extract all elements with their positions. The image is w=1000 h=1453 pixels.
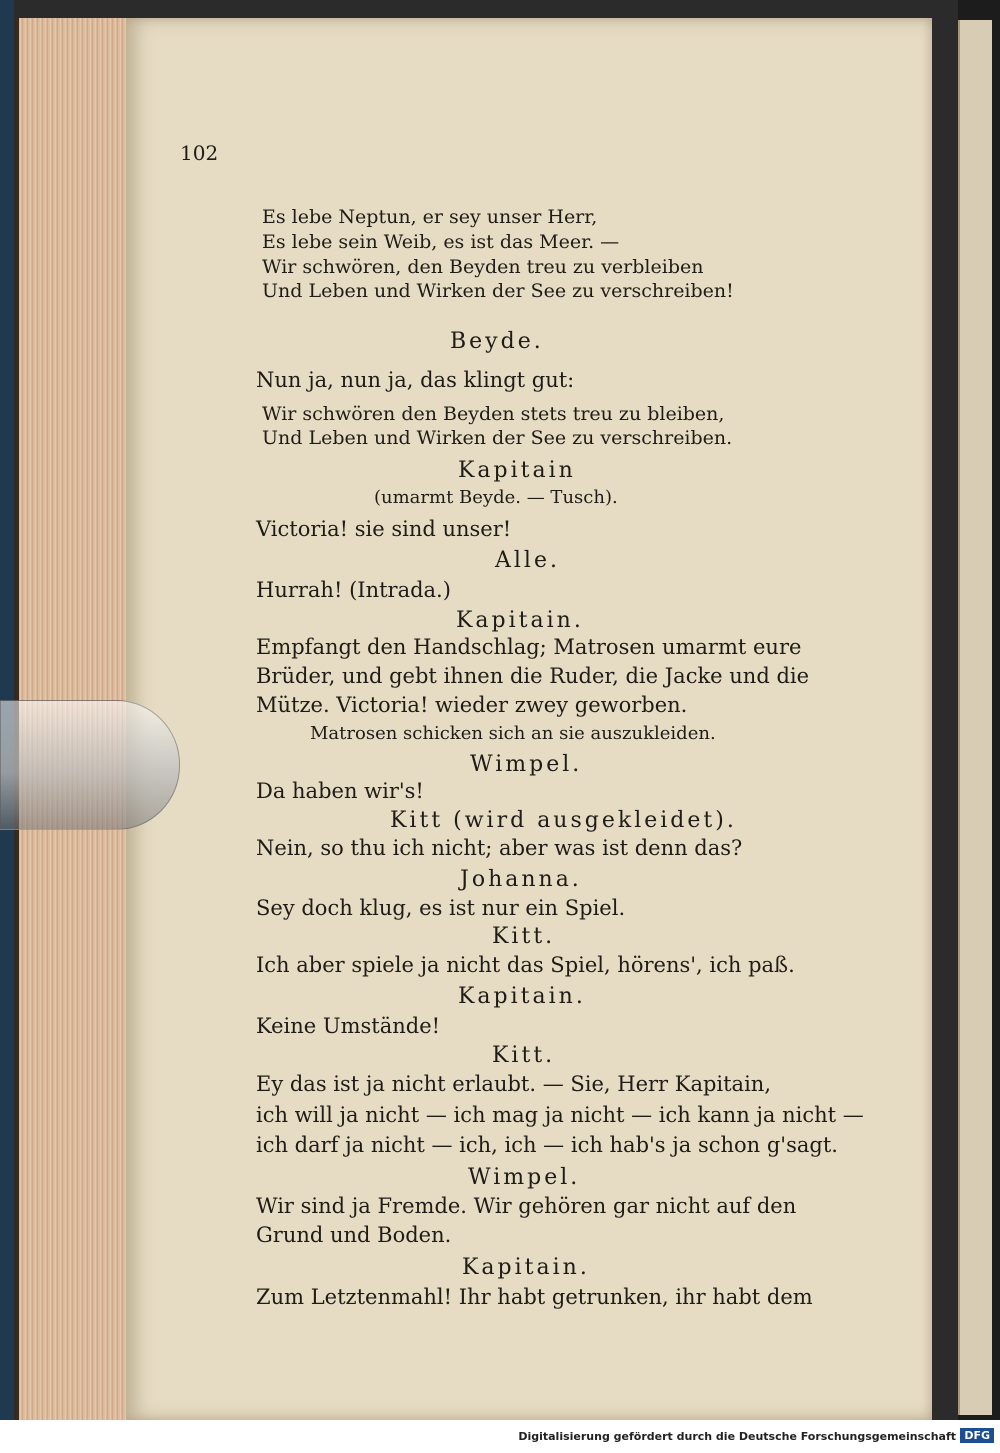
speaker-name: Kapitain. — [456, 608, 584, 633]
dialogue-line: Hurrah! (Intrada.) — [256, 578, 451, 602]
footer-bar — [0, 1420, 1000, 1453]
speaker-name: Kapitain — [458, 458, 576, 483]
verse-line: Es lebe sein Weib, es ist das Meer. — — [262, 231, 620, 253]
prose-line: Brüder, und gebt ihnen die Ruder, die Jacke und die — [256, 664, 810, 688]
dfg-logo: DFG — [960, 1428, 994, 1443]
speaker-name: Kapitain. — [458, 984, 586, 1009]
dialogue-line: Victoria! sie sind unser! — [256, 517, 512, 541]
dialogue-line: Ich aber spiele ja nicht das Spiel, hörens', ich paß. — [256, 953, 795, 977]
next-page-edge — [958, 20, 992, 1415]
speaker-name: Wimpel. — [468, 1165, 581, 1190]
prose-line: Wir sind ja Fremde. Wir gehören gar nicht auf den — [256, 1194, 797, 1218]
stage-direction: Matrosen schicken sich an sie auszukleiden. — [310, 723, 716, 744]
prose-line: ich will ja nicht — ich mag ja nicht — ich kann ja nicht — — [256, 1103, 864, 1127]
verse-line: Und Leben und Wirken der See zu verschreiben! — [262, 280, 734, 302]
page-holder-clip — [0, 700, 180, 830]
speaker-name: Kitt. — [492, 924, 556, 949]
dialogue-line: Da haben wir's! — [256, 779, 424, 803]
speaker-name: Kitt (wird ausgekleidet). — [390, 808, 737, 833]
verse-line: Wir schwören, den Beyden treu zu verbleiben — [262, 256, 704, 278]
funding-credit: Digitalisierung gefördert durch die Deutsche Forschungsgemeinschaft — [518, 1430, 956, 1443]
verse-line: Wir schwören den Beyden stets treu zu bleiben, — [262, 403, 725, 425]
dialogue-line: Nun ja, nun ja, das klingt gut: — [256, 368, 575, 392]
dialogue-line: Keine Umstände! — [256, 1014, 441, 1038]
prose-line: Ey das ist ja nicht erlaubt. — Sie, Herr Kapitain, — [256, 1072, 771, 1096]
dialogue-line: Nein, so thu ich nicht; aber was ist denn das? — [256, 836, 743, 860]
verse-line: Es lebe Neptun, er sey unser Herr, — [262, 206, 598, 228]
prose-line: Mütze. Victoria! wieder zwey geworben. — [256, 693, 688, 717]
prose-line: Empfangt den Handschlag; Matrosen umarmt eure — [256, 635, 802, 659]
speaker-name: Johanna. — [460, 867, 582, 892]
speaker-name: Kapitain. — [462, 1255, 590, 1280]
verse-line: Und Leben und Wirken der See zu verschreiben. — [262, 427, 733, 449]
prose-line: Grund und Boden. — [256, 1223, 452, 1247]
prose-line: ich darf ja nicht — ich, ich — ich hab's ja schon g'sagt. — [256, 1133, 838, 1157]
speaker-name: Beyde. — [450, 329, 544, 354]
speaker-name: Wimpel. — [470, 752, 583, 777]
stage-direction: (umarmt Beyde. — Tusch). — [374, 487, 618, 508]
speaker-name: Kitt. — [492, 1043, 556, 1068]
dialogue-line: Sey doch klug, es ist nur ein Spiel. — [256, 896, 626, 920]
prose-line: Zum Letztenmahl! Ihr habt getrunken, ihr habt dem — [256, 1285, 813, 1309]
book-page — [126, 18, 932, 1420]
page-number: 102 — [180, 141, 219, 165]
speaker-name: Alle. — [495, 548, 560, 573]
